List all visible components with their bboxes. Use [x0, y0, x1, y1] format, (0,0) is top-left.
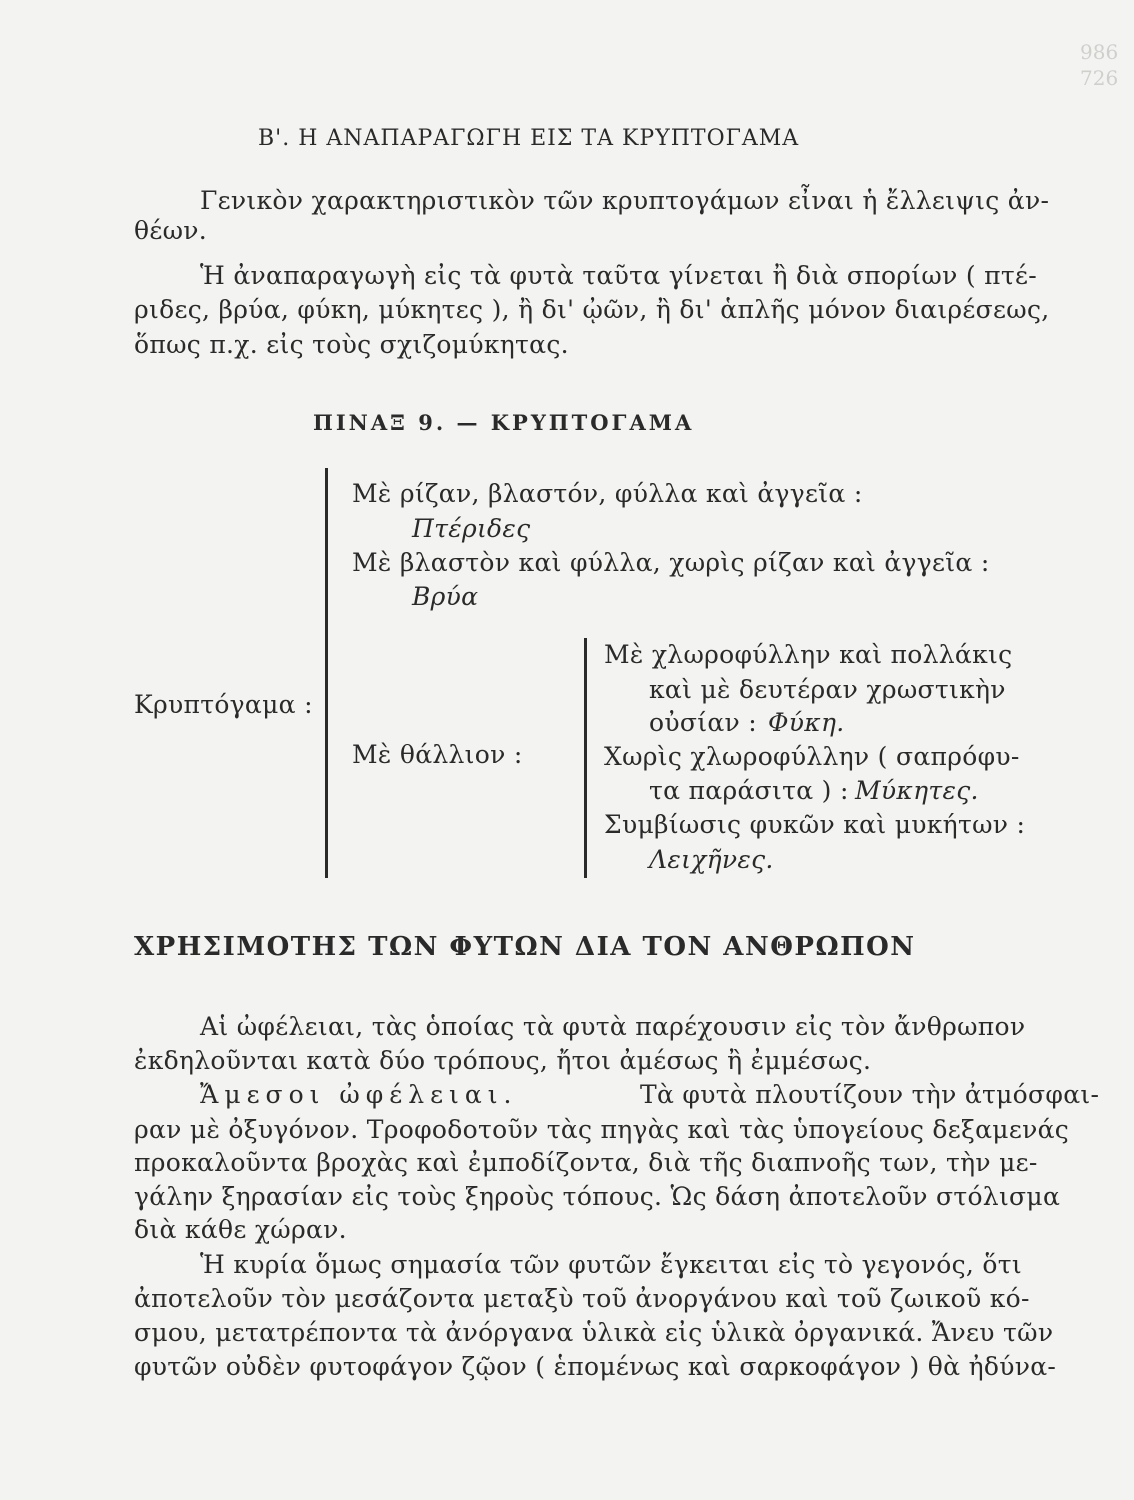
bleed-through-number: 986: [1080, 40, 1119, 64]
table-lichen-description: Συμβίωσις φυκῶν καὶ μυκήτων :: [604, 810, 1026, 839]
table-brace-outer: [325, 468, 328, 878]
paragraph-line: ἐκδηλοῦνται κατὰ δύο τρόπους, ἤτοι ἀμέσως ἢ ἐμμέσως.: [134, 1046, 872, 1075]
bleed-through-number: 726: [1080, 66, 1119, 90]
paragraph-line: Αἱ ὠφέλειαι, τὰς ὁποίας τὰ φυτὰ παρέχουσιν εἰς τὸν ἄνθρωπον: [200, 1012, 1026, 1041]
table-fungi-description: τα παράσιτα ) :: [649, 776, 849, 805]
table-algae-description: καὶ μὲ δευτέραν χρωστικὴν: [649, 675, 1006, 704]
paragraph-line: σμου, μετατρέποντα τὰ ἀνόργανα ὑλικὰ εἰς ὑλικὰ ὀργανικά. Ἄνευ τῶν: [134, 1318, 1054, 1347]
paragraph-line: ραν μὲ ὀξυγόνον. Τροφοδοτοῦν τὰς πηγὰς καὶ τὰς ὑπογείους δεξαμενάς: [134, 1115, 1070, 1144]
table-fungi-name: Μύκητες.: [855, 776, 979, 805]
table-brace-inner: [584, 638, 587, 878]
table-moss-name: Βρύα: [412, 582, 479, 611]
table-fern-name: Πτέριδες: [412, 514, 531, 543]
paragraph-line: Ἡ ἀναπαραγωγὴ εἰς τὰ φυτὰ ταῦτα γίνεται ἢ διὰ σπορίων ( πτέ-: [200, 261, 1037, 290]
table-moss-description: Μὲ βλαστὸν καὶ φύλλα, χωρὶς ρίζαν καὶ ἀγγεῖα :: [352, 548, 990, 577]
section-title: Β'. Η ΑΝΑΠΑΡΑΓΩΓΗ ΕΙΣ ΤΑ ΚΡΥΠΤΟΓΑΜΑ: [258, 126, 800, 151]
paragraph-line: διὰ κάθε χώραν.: [134, 1215, 347, 1244]
table-title: ΠΙΝΑΞ 9. — ΚΡΥΠΤΟΓΑΜΑ: [313, 410, 695, 435]
paragraph-line: προκαλοῦντα βροχὰς καὶ ἐμποδίζοντα, διὰ τῆς διαπνοῆς των, τὴν με-: [134, 1148, 1038, 1177]
paragraph-line: φυτῶν οὐδὲν φυτοφάγον ζῷον ( ἑπομένως καὶ σαρκοφάγον ) θὰ ἠδύνα-: [134, 1352, 1057, 1381]
paragraph-line: ριδες, βρύα, φύκη, μύκητες ), ἢ δι' ᾠῶν, ἢ δι' ἁπλῆς μόνον διαιρέσεως,: [134, 295, 1050, 324]
paragraph-lead-term: Ἄμεσοι ὠφέλειαι.: [200, 1080, 518, 1109]
paragraph-line: ὅπως π.χ. εἰς τοὺς σχιζομύκητας.: [134, 330, 569, 359]
paragraph-line: γάλην ξηρασίαν εἰς τοὺς ξηροὺς τόπους. Ὡς δάση ἀποτελοῦν στόλισμα: [134, 1182, 1061, 1211]
table-root-label: Κρυπτόγαμα :: [134, 690, 313, 719]
table-thallus-label: Μὲ θάλλιον :: [352, 740, 523, 769]
paragraph-line: θέων.: [134, 216, 208, 245]
paragraph-line: Τὰ φυτὰ πλουτίζουν τὴν ἀτμόσφαι-: [640, 1080, 1100, 1109]
section-title: ΧΡΗΣΙΜΟΤΗΣ ΤΩΝ ΦΥΤΩΝ ΔΙΑ ΤΟΝ ΑΝΘΡΩΠΟΝ: [134, 932, 916, 962]
table-algae-name: Φύκη.: [768, 708, 845, 737]
paragraph-line: Ἡ κυρία ὅμως σημασία τῶν φυτῶν ἔγκειται εἰς τὸ γεγονός, ὅτι: [200, 1250, 1022, 1279]
table-fern-description: Μὲ ρίζαν, βλαστόν, φύλλα καὶ ἀγγεῖα :: [352, 479, 863, 508]
paragraph-line: ἀποτελοῦν τὸν μεσάζοντα μεταξὺ τοῦ ἀνοργάνου καὶ τοῦ ζωικοῦ κό-: [134, 1284, 1030, 1313]
table-algae-description: Μὲ χλωροφύλλην καὶ πολλάκις: [604, 640, 1013, 669]
paragraph-line: Γενικὸν χαρακτηριστικὸν τῶν κρυπτογάμων εἶναι ἡ ἔλλειψις ἀν-: [200, 186, 1050, 215]
table-lichen-name: Λειχῆνες.: [649, 845, 774, 874]
table-algae-description: οὐσίαν :: [649, 708, 757, 737]
table-fungi-description: Χωρὶς χλωροφύλλην ( σαπρόφυ-: [604, 742, 1020, 771]
